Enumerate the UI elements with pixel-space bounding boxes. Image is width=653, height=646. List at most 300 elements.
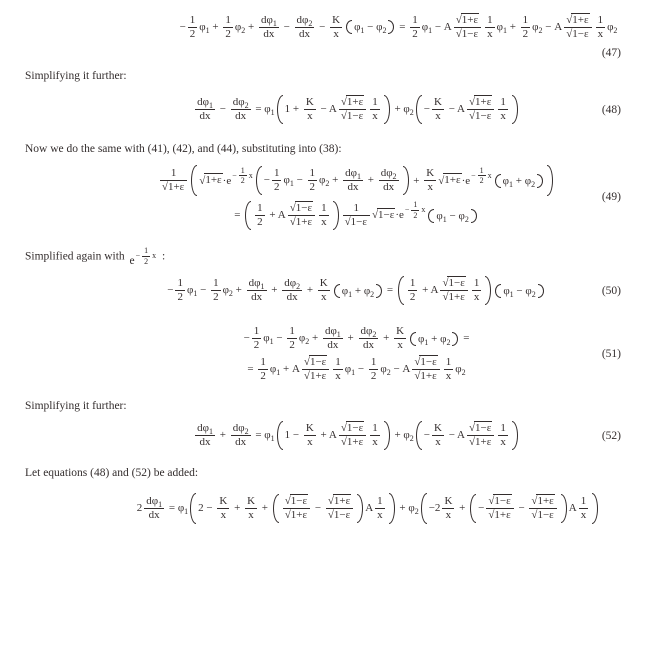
square-root [162, 180, 185, 193]
subscript: 2 [464, 214, 469, 224]
radicand: 1+ε [461, 14, 479, 26]
fraction-denominator: dx [231, 109, 251, 123]
equation-block-49 [0, 163, 653, 232]
subscript: 1 [269, 337, 274, 347]
radicand: 1+ε [167, 180, 185, 193]
subscript: 2 [538, 26, 543, 36]
equation-line: $\frac{d\varphi_1}{dx}$ − $\frac{d\varphi_2}{dx}$ = $\varphi_1$ 1 + $\frac{K}{x}$ − A $\frac{√1+\varepsilon}{√1-\varepsilon}$ $\frac{1}{x}$ + $\varphi_2$ − $\frac{K}{x}$ − A $\frac{√1+\varepsilon}{√1-\varepsilon}$ $\frac{1}{x}$ [30, 93, 653, 126]
superscript: − $\frac{1}{2}$ x [471, 165, 492, 186]
radicand: 1−ε [350, 216, 367, 229]
fraction [255, 202, 265, 229]
fraction-numerator [412, 356, 439, 369]
fraction-denominator: 2 [479, 176, 484, 186]
equation-block-48 [0, 93, 653, 126]
paren-content: − $\frac{1}{2}$ $\varphi_1$ − $\frac{1}{2}$ $\varphi_2$ + $\frac{d\varphi_1}{dx}$ + $\frac{d\varphi_2}{dx}$ [263, 167, 397, 194]
fraction-denominator: x [335, 370, 341, 383]
subscript: 1 [158, 499, 163, 509]
fraction-numerator: 1 [189, 14, 196, 26]
radicand: 1+ε [290, 508, 308, 521]
equation-block-52 [0, 419, 653, 452]
fraction-numerator [288, 202, 315, 215]
fraction-numerator: 1 [479, 165, 484, 175]
fraction-numerator: 1 [260, 356, 266, 369]
equation-line: $\frac{d\varphi_1}{dx}$ + $\frac{d\varphi_2}{dx}$ = $\varphi_1$ 1 − $\frac{K}{x}$ + A $\frac{√1-\varepsilon}{√1+\varepsilon}$ $\frac{1}{x}$ + $\varphi_2$ − $\frac{K}{x}$ − A $\frac{√1-\varepsilon}{√1+\varepsilon}$ $\frac{1}{x}$ [30, 419, 653, 452]
fraction-numerator: K [319, 277, 328, 290]
equation-lines [0, 93, 653, 126]
radical-sign-icon: √ [488, 494, 494, 507]
paren-group [277, 421, 390, 450]
radicand: 1−ε [537, 508, 554, 521]
fraction [239, 166, 247, 186]
equation-lines [0, 491, 653, 526]
subscript: 1 [208, 427, 213, 437]
fraction-denominator: dx [295, 27, 315, 41]
fraction-numerator [467, 422, 494, 435]
right-paren-icon [388, 20, 394, 34]
equation-number: (52) [601, 429, 621, 442]
radical-sign-icon: √ [327, 508, 333, 521]
equation-block-51 [0, 323, 653, 385]
radicand: 1+ε [475, 436, 492, 449]
fraction [529, 495, 556, 522]
fraction [217, 495, 229, 522]
equation-line: − $\frac{1}{2}$ $\varphi_1$ − $\frac{1}{2}$ $\varphi_2$ + $\frac{d\varphi_1}{dx}$ + $\frac{d\varphi_2}{dx}$ + $\frac{K}{x}$ $\varphi_1 + \varphi_2$ = [243, 325, 470, 352]
radicand: 1+ε [295, 216, 313, 229]
radical-sign-icon: √ [566, 27, 572, 40]
fraction [142, 246, 150, 266]
fraction-denominator [467, 435, 494, 449]
fraction [408, 277, 418, 304]
radical-sign-icon: √ [531, 508, 537, 521]
fraction [282, 277, 302, 304]
fraction [247, 277, 267, 304]
subscript: 1 [509, 180, 514, 190]
left-paren-icon [470, 494, 476, 523]
square-root [456, 27, 479, 40]
fraction [596, 14, 606, 41]
fraction-numerator: K [396, 325, 405, 338]
radical-sign-icon: √ [566, 14, 572, 26]
paren-content: 2 − $\frac{K}{x}$ + $\frac{K}{x}$ + $\frac{√1-\varepsilon}{√1+\varepsilon}$ − $\frac{√1+\varepsilon}{√1-\varepsilon}$ A $\frac{1}{x}$ [198, 494, 383, 521]
equation-line [30, 163, 653, 199]
fraction-denominator: dx [343, 180, 363, 194]
radical-sign-icon: √ [455, 14, 461, 26]
left-paren-icon [416, 421, 422, 450]
subscript: 2 [228, 289, 233, 299]
fraction-numerator [326, 495, 353, 508]
paren-group [256, 166, 409, 195]
square-root [566, 27, 589, 40]
fraction-denominator: dx [379, 180, 399, 194]
fraction-numerator [486, 495, 513, 508]
radical-sign-icon: √ [469, 436, 475, 449]
paren-group [416, 421, 518, 450]
equation-line: = $\frac{1}{2}$ + A $\frac{√1-\varepsilon}{√1+\varepsilon}$ $\frac{1}{x}$ $\frac{1}{√1-\varepsilon}$ √1−ε·e− $\frac{1}{2}$ x $\varphi_1 - \varphi_2$ [30, 198, 653, 232]
fraction-denominator: 2 [144, 256, 149, 266]
fraction [454, 14, 481, 41]
fraction-denominator: x [432, 435, 444, 449]
fraction-denominator: 2 [273, 181, 280, 194]
radical-sign-icon: √ [327, 494, 333, 507]
radicand: 1−ε [346, 110, 364, 123]
fraction-denominator: x [372, 110, 378, 123]
superscript: − $\frac{1}{2}$ x [404, 200, 426, 220]
fraction-numerator: $d\varphi_2$ [232, 422, 249, 437]
radical-sign-icon: √ [469, 96, 475, 109]
fraction [326, 495, 353, 522]
square-root [290, 215, 313, 228]
fraction [412, 356, 439, 383]
fraction [370, 96, 380, 123]
fraction-numerator: K [305, 422, 314, 435]
fraction-denominator: x [372, 436, 378, 449]
paragraph: Now we do the same with (41), (42), and (44), substituting into (38): [25, 143, 342, 156]
fraction-numerator: $d\varphi_1$ [248, 277, 265, 292]
superscript: − $\frac{1}{2}$ x [135, 246, 157, 266]
fraction-denominator: x [377, 508, 383, 521]
square-root [328, 508, 351, 521]
fraction-denominator: 2 [177, 291, 183, 304]
paragraph: Let equations (48) and (52) be added: [25, 467, 199, 480]
fraction-denominator: 2 [370, 370, 377, 383]
radicand: 1+ε [333, 494, 351, 507]
fraction [486, 495, 513, 522]
fraction-numerator: 1 [522, 14, 529, 26]
fraction-numerator [440, 277, 467, 290]
square-root [531, 508, 554, 521]
paren-group [191, 165, 553, 197]
radicand: 1+ε [494, 508, 511, 521]
paragraph: Simplifying it further: [25, 69, 127, 82]
square-root [285, 494, 308, 507]
fraction-numerator: 1 [225, 14, 231, 26]
radicand: 1−ε [475, 422, 492, 435]
fraction-denominator: dx [323, 338, 343, 352]
equation-lines [0, 163, 653, 232]
fraction-denominator [326, 508, 353, 522]
fraction [195, 422, 215, 449]
fraction-numerator: 1 [257, 202, 263, 215]
fraction [467, 422, 494, 449]
left-paren-icon [346, 20, 352, 34]
subscript: 2 [386, 368, 391, 378]
fraction-denominator: 2 [260, 370, 266, 383]
right-paren-icon [512, 421, 518, 450]
subscript: 1 [270, 434, 275, 444]
fraction [211, 277, 221, 304]
fraction-numerator: $d\varphi_2$ [232, 96, 249, 111]
paren-group [495, 284, 543, 298]
radical-sign-icon: √ [438, 174, 444, 187]
paragraph: Simplified again with e− $\frac{1}{2}$ x : [25, 246, 166, 267]
fraction [295, 14, 315, 41]
square-root [304, 355, 327, 368]
paren-content: − $\frac{√1-\varepsilon}{√1+\varepsilon}$ − $\frac{√1+\varepsilon}{√1-\varepsilon}$ [478, 494, 559, 523]
fraction-denominator [412, 369, 439, 383]
fraction-denominator: 2 [412, 27, 418, 40]
subscript: 1 [272, 19, 277, 29]
subscript: 1 [348, 289, 353, 299]
fraction-numerator: 1 [377, 494, 383, 507]
right-paren-icon [538, 284, 544, 298]
fraction [521, 14, 531, 41]
left-paren-icon [495, 284, 501, 298]
radicand: 1+ε [572, 14, 589, 26]
subscript: 1 [360, 26, 365, 36]
paren-group [428, 209, 476, 223]
fraction-denominator: x [442, 508, 454, 522]
fraction-numerator: 1 [370, 356, 377, 369]
subscript: 1 [208, 101, 213, 111]
paren-group [416, 95, 518, 124]
square-root [469, 109, 492, 122]
radical-sign-icon: √ [340, 422, 346, 435]
fraction-denominator: x [304, 435, 316, 449]
left-paren-icon [277, 95, 283, 124]
fraction [478, 166, 486, 186]
right-paren-icon [561, 494, 567, 523]
radicand: 1−ε [448, 277, 465, 290]
equation-number: (47) [601, 46, 621, 59]
fraction-denominator: 2 [240, 176, 245, 186]
left-paren-icon [256, 166, 262, 195]
subscript: 1 [428, 26, 433, 36]
fraction-denominator: 2 [253, 339, 260, 352]
subscript: 2 [414, 506, 419, 516]
paren-group [277, 95, 390, 124]
square-root [372, 208, 395, 221]
left-paren-icon [410, 332, 416, 346]
fraction-numerator: K [434, 422, 442, 435]
radical-sign-icon: √ [340, 96, 346, 109]
fraction-numerator: 1 [289, 325, 295, 338]
paren-content: $\frac{1}{2}$ + A $\frac{√1-\varepsilon}{√1+\varepsilon}$ $\frac{1}{x}$ [257, 202, 327, 229]
fraction-denominator: x [217, 508, 229, 522]
fraction-denominator: 2 [522, 27, 529, 40]
fraction-denominator: dx [231, 435, 251, 449]
fraction-denominator: x [424, 180, 436, 194]
radicand: 1−ε [572, 27, 589, 40]
fraction [259, 14, 279, 41]
fraction-denominator: dx [282, 290, 302, 304]
fraction-denominator [564, 27, 591, 41]
right-paren-icon [333, 201, 339, 230]
right-paren-icon [547, 165, 553, 197]
square-root [285, 508, 308, 521]
fraction [245, 495, 257, 522]
fraction-numerator: 1 [213, 277, 219, 290]
fraction [359, 325, 379, 352]
fraction-numerator: $d\varphi_1$ [146, 494, 163, 509]
fraction [370, 422, 380, 449]
paren-content: $\varphi_1 + \varphi_2$ [418, 332, 451, 347]
left-paren-icon [190, 493, 196, 524]
paren-group [495, 174, 543, 188]
equation-lines [0, 274, 653, 307]
radical-sign-icon: √ [371, 209, 377, 222]
fraction [375, 495, 385, 522]
fraction-denominator: 2 [289, 339, 295, 352]
fraction-denominator: x [500, 436, 506, 449]
square-root [442, 276, 465, 289]
subscript: 2 [446, 337, 451, 347]
left-paren-icon [277, 421, 283, 450]
radical-sign-icon: √ [199, 174, 205, 187]
superscript: − $\frac{1}{2}$ x [232, 165, 253, 186]
fraction [339, 422, 366, 449]
left-paren-icon [334, 284, 340, 298]
fraction-denominator: x [394, 338, 406, 352]
radicand: 1−ε [290, 494, 308, 507]
equation-number: (50) [601, 284, 621, 297]
right-paren-icon [389, 493, 395, 524]
square-root [341, 109, 364, 122]
right-paren-icon [537, 174, 543, 188]
fraction-numerator: $d\varphi_2$ [296, 14, 313, 29]
fraction [323, 325, 343, 352]
paren-content: − $\frac{K}{x}$ − A $\frac{√1-\varepsilon}{√1+\varepsilon}$ $\frac{1}{x}$ [423, 422, 506, 449]
fraction [287, 325, 297, 352]
radical-sign-icon: √ [442, 291, 448, 304]
fraction-numerator: 1 [335, 356, 341, 369]
right-paren-icon [376, 284, 382, 298]
radicand: 1+ε [309, 370, 327, 383]
fraction [160, 167, 187, 194]
fraction-numerator: 1 [580, 494, 587, 507]
equation-block-final [0, 491, 653, 526]
radicand: 1−ε [420, 356, 437, 369]
square-root [304, 369, 327, 382]
fraction-numerator: 1 [144, 246, 149, 256]
fraction-denominator: x [597, 27, 604, 40]
subscript: 1 [509, 289, 514, 299]
fraction [579, 495, 589, 522]
fraction [252, 325, 262, 352]
fraction [485, 14, 495, 41]
square-root [438, 173, 461, 186]
subscript: 2 [531, 289, 536, 299]
fraction-denominator: x [487, 27, 493, 40]
fraction-denominator: dx [259, 27, 279, 41]
equation-lines [0, 12, 653, 43]
fraction-denominator: 2 [213, 291, 219, 304]
fraction [195, 96, 215, 123]
radicand: 1−ε [295, 202, 313, 215]
left-paren-icon [273, 494, 279, 523]
fraction-denominator: 2 [257, 216, 263, 229]
square-root [341, 435, 364, 448]
equation-line: 2 $\frac{d\varphi_1}{dx}$ = $\varphi_1$ 2 − $\frac{K}{x}$ + $\frac{K}{x}$ + $\frac{√1-\varepsilon}{√1+\varepsilon}$ − $\frac{√1+\varepsilon}{√1-\varepsilon}$ A $\frac{1}{x}$ + $\varphi_2$ −2 $\frac{K}{x}$ + − $\frac{√1-\varepsilon}{√1+\varepsilon}$ − $\frac{√1+\varepsilon}{√1-\varepsilon}$ A $\frac{1}{x}$ [42, 491, 653, 526]
left-paren-icon [398, 276, 404, 305]
left-paren-icon [428, 209, 434, 223]
subscript: 2 [325, 179, 330, 189]
fraction [318, 277, 330, 304]
right-paren-icon [384, 95, 390, 124]
fraction-denominator [283, 508, 310, 522]
subscript: 2 [370, 289, 375, 299]
fraction-denominator: x [318, 290, 330, 304]
fraction-denominator [339, 109, 366, 123]
radicand: 1−ε [494, 494, 511, 507]
square-root [566, 13, 589, 26]
fraction [472, 277, 482, 304]
fraction-numerator: 1 [500, 422, 506, 435]
subscript: 2 [461, 368, 466, 378]
fraction [333, 356, 343, 383]
fraction [432, 96, 444, 123]
subscript: 1 [270, 108, 275, 118]
fraction-numerator: $d\varphi_2$ [380, 167, 397, 182]
fraction-denominator: dx [359, 338, 379, 352]
fraction-numerator [339, 422, 366, 435]
fraction-numerator: 1 [412, 14, 418, 26]
fraction-numerator: 1 [273, 167, 280, 180]
fraction-numerator: 1 [487, 14, 493, 26]
radical-sign-icon: √ [344, 216, 350, 229]
paren-group [410, 332, 458, 346]
radicand: 1+ε [205, 174, 222, 187]
fraction-denominator: dx [195, 109, 215, 123]
right-paren-icon [471, 209, 477, 223]
equation-line: = $\frac{1}{2}$ $\varphi_1 + A$ $\frac{√1-\varepsilon}{√1+\varepsilon}$ $\frac{1}{x}$ $\varphi_1$ − $\frac{1}{2}$ $\varphi_2 - A$ $\frac{√1-\varepsilon}{√1+\varepsilon}$ $\frac{1}{x}$ $\varphi_2$ [247, 356, 466, 383]
radical-sign-icon: √ [340, 110, 346, 123]
fraction [442, 495, 454, 522]
equation-block-50 [0, 274, 653, 307]
paren-content: √1+ε·e− $\frac{1}{2}$ x − $\frac{1}{2}$ $\varphi_1$ − $\frac{1}{2}$ $\varphi_2$ + $\frac{d\varphi_1}{dx}$ + $\frac{d\varphi_2}{dx}$ + $\frac{K}{x}$ √1+ε·e− $\frac{1}{2}$ x $\varphi_1 + \varphi_2$ [199, 165, 545, 197]
fraction-numerator: $d\varphi_1$ [197, 96, 213, 111]
fraction [498, 96, 508, 123]
radical-sign-icon: √ [469, 422, 475, 435]
paren-group [346, 20, 394, 34]
fraction-numerator: $d\varphi_2$ [360, 325, 377, 340]
paren-group [398, 276, 491, 305]
radical-sign-icon: √ [161, 180, 167, 193]
right-paren-icon [512, 95, 518, 124]
fraction-denominator: 2 [413, 210, 418, 220]
square-root [414, 369, 437, 382]
fraction [308, 167, 318, 194]
subscript: 2 [305, 337, 310, 347]
fraction-numerator: 1 [372, 96, 378, 109]
fraction-denominator: x [445, 370, 452, 383]
fraction [379, 167, 399, 194]
fraction [330, 14, 342, 41]
square-root [469, 421, 492, 434]
fraction-numerator: 1 [413, 200, 418, 210]
subscript: 1 [356, 172, 361, 182]
radical-sign-icon: √ [442, 277, 448, 290]
inline-math: e− $\frac{1}{2}$ x [129, 246, 157, 267]
radicand: 1+ε [448, 291, 465, 304]
square-root [414, 355, 437, 368]
fraction-denominator [440, 290, 467, 304]
subscript: 1 [336, 330, 341, 340]
fraction [304, 96, 316, 123]
radicand: 1+ε [444, 174, 461, 187]
right-paren-icon [357, 494, 363, 523]
fraction [302, 356, 329, 383]
square-root [328, 494, 351, 507]
subscript: 1 [260, 282, 265, 292]
subscript: 1 [351, 368, 356, 378]
subscript: 1 [205, 26, 210, 36]
fraction [343, 202, 370, 229]
fraction-numerator [564, 14, 591, 27]
subscript: 2 [244, 101, 249, 111]
fraction-numerator: $d\varphi_1$ [260, 14, 277, 29]
fraction [283, 495, 310, 522]
right-paren-icon [452, 332, 458, 346]
